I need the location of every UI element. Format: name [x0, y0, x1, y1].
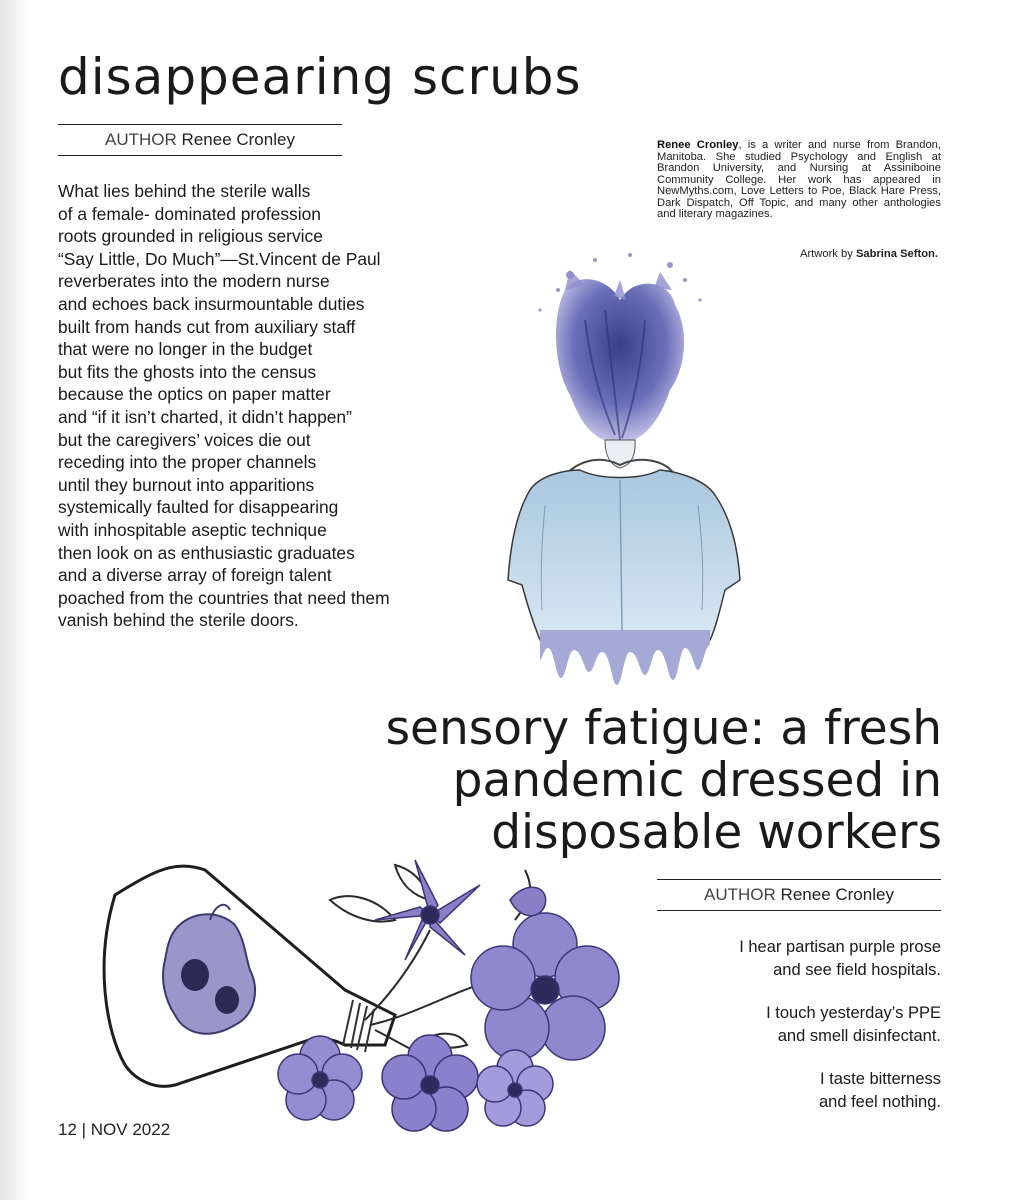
- author-name: Renee Cronley: [181, 130, 295, 149]
- poem1-line: receding into the proper channels: [58, 452, 317, 473]
- dripping-hem: [540, 630, 710, 685]
- poem1-line: of a female- dominated profession: [58, 203, 321, 224]
- poem1-line: and a diverse array of foreign talent: [58, 565, 332, 586]
- poem2-stanza-3: I taste bitterness and feel nothing.: [818, 1070, 941, 1111]
- poem1-line: vanish behind the sterile doors.: [58, 610, 299, 631]
- nurse-back-illustration: [470, 250, 770, 690]
- scrub-shirt: [508, 470, 740, 640]
- poem1-line: systemically faulted for disappearing: [58, 497, 339, 518]
- bottle-flowers-illustration: [95, 840, 645, 1140]
- author-label: AUTHOR: [704, 885, 776, 904]
- poem1-line: but the caregivers’ voices die out: [58, 429, 311, 450]
- poem1-body: [58, 180, 478, 632]
- poem1-line: “Say Little, Do Much”—St.Vincent de Paul: [58, 248, 381, 269]
- poem1-line: reverberates into the modern nurse: [58, 271, 330, 292]
- poem2-title: sensory fatigue: a fresh pandemic dressed in disposable workers: [385, 701, 942, 860]
- poem1-line: and “if it isn’t charted, it didn’t happen”: [58, 406, 352, 427]
- poem1-line: with inhospitable aseptic technique: [58, 519, 327, 540]
- poem1-line: roots grounded in religious service: [58, 226, 323, 247]
- poem1-line: What lies behind the sterile walls: [58, 181, 311, 201]
- poem1-line: that were no longer in the budget: [58, 339, 313, 360]
- neck: [605, 440, 635, 468]
- poem1-line: poached from the countries that need them: [58, 587, 390, 608]
- poem2-stanza-1: I hear partisan purple prose and see field hospitals.: [739, 938, 941, 979]
- page-edge-shadow: [0, 0, 30, 1200]
- bio-text: , is a writer and nurse from Brandon, Manitoba. She studied Psychology and English at Brandon University, and Nursing at Assiniboine Community College. Her work has appeared in NewMyths.com, Love Letters to Poe, Black Hare Press, Dark Dispatch, Off Topic, and many other anthologies and literary magazines.: [657, 139, 941, 220]
- artwork-artist: Sabrina Sefton.: [855, 248, 938, 260]
- poem1-author-line: [58, 124, 342, 156]
- poem1-line: then look on as enthusiastic graduates: [58, 542, 355, 563]
- artwork-label: Artwork by: [799, 248, 853, 260]
- author-name: Renee Cronley: [780, 885, 894, 904]
- bio-name: Renee Cronley: [657, 139, 739, 151]
- poem1-line: until they burnout into apparitions: [58, 474, 315, 495]
- author-bio: [657, 140, 941, 221]
- page-footer: 12 | NOV 2022: [58, 1120, 171, 1139]
- poem1-line: because the optics on paper matter: [58, 384, 331, 405]
- poem2-stanza-2: I touch yesterday’s PPE and smell disinfectant.: [766, 1004, 941, 1045]
- poem1-line: built from hands cut from auxiliary staff: [58, 316, 356, 337]
- poem2-author-line: [657, 879, 941, 911]
- author-label: AUTHOR: [105, 130, 177, 149]
- poem2-body: [640, 936, 941, 1135]
- poem1-line: and echoes back insurmountable duties: [58, 293, 365, 314]
- poem1-title: disappearing scrubs: [58, 48, 582, 106]
- poem1-line: but fits the ghosts into the census: [58, 361, 317, 382]
- hair: [556, 270, 684, 445]
